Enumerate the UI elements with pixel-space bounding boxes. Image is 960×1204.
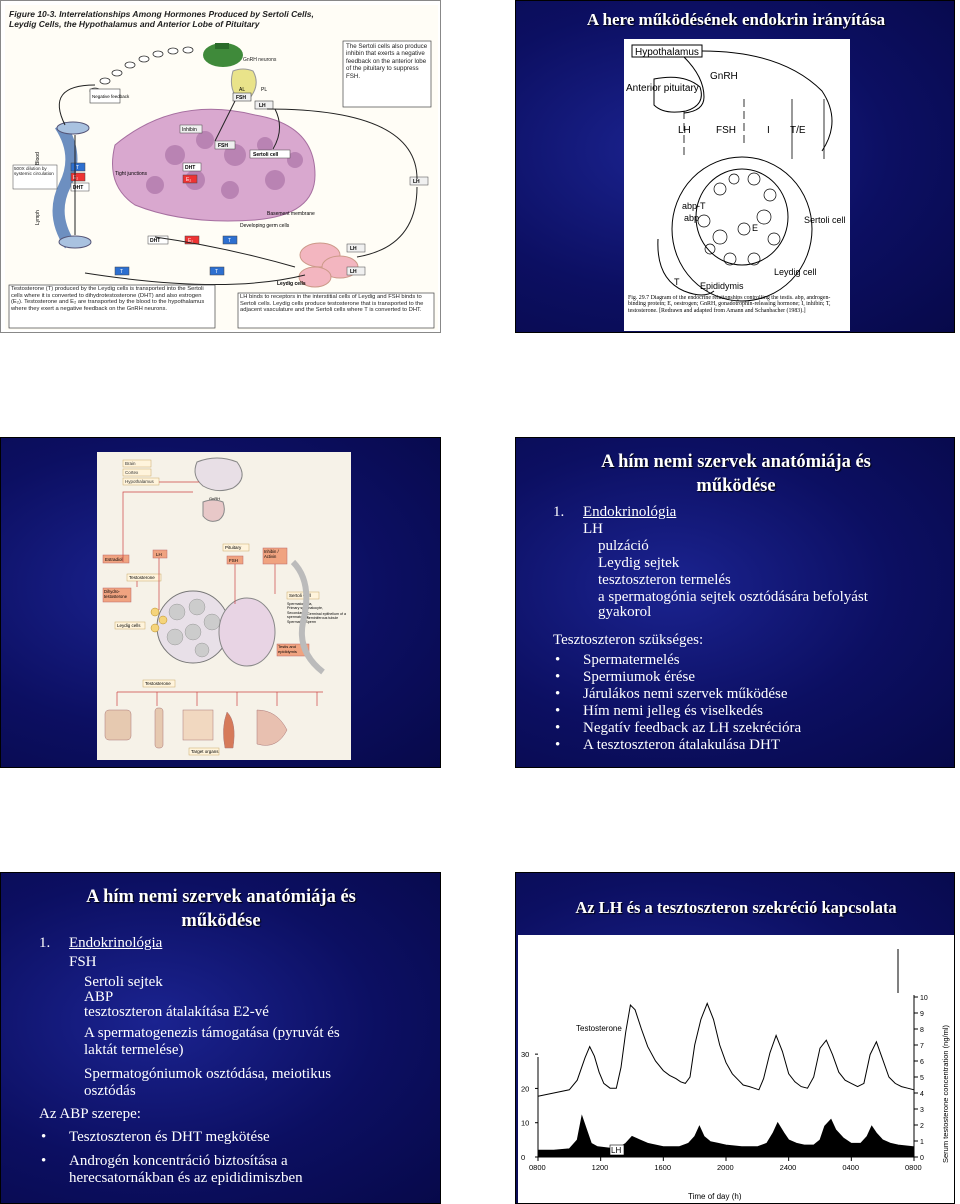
testosterone-annotation: Testosterone [576,1024,622,1033]
slide-3[interactable] [0,437,441,768]
svg-text:AL: AL [239,87,246,93]
x-axis-label: Time of day (h) [688,1192,742,1201]
hypothalamus-label: Hypothalamus [635,47,699,58]
svg-text:T: T [674,277,680,287]
svg-text:Blood: Blood [35,152,41,165]
slide-4[interactable]: A hím nemi szervek anatómiája és működése 1. Endokrinológia LH pulzáció Leydig sejtek tesztoszteron termelés a spermatogónia sejtek osztódására befolyást gyakorol Tesztoszteron szükséges: • Spermatermelés • Spermiumok érése • Járulákos nemi szervek működése • Hím nemi jelleg és viselkedés • Negatív feedback az LH szekrécióra • A tesztoszteron átalakulása DHT [515,437,955,768]
svg-text:FSH: FSH [218,143,228,149]
svg-text:Estradiol: Estradiol [105,557,123,562]
neuron-chain [90,47,193,94]
svg-text:Brain: Brain [125,461,136,466]
slide-5-title: A hím nemi szervek anatómiája és működése [86,887,356,931]
svg-text:Hypothalamus: Hypothalamus [125,479,154,484]
y-right-tick-label: 8 [920,1027,924,1034]
gnrh-neurons-label: GnRH neurons [243,57,277,63]
figure-caption: Fig. 29.7 Diagram of the endocrine relationships controlling the testis. abp, androgen-binding protein; E, oestrogen; GnRH, gonadotrophin-releasing hormone; I, inhibin; T, testosterone. [Redrawn and adapted from Amann and Schanbacher (1983).] [628,295,831,314]
svg-text:FSH: FSH [236,95,246,101]
slide-4-bullet: • Spermatermelés [583,652,680,669]
slide-5[interactable]: A hím nemi szervek anatómiája és működése 1. Endokrinológia FSH Sertoli sejtek ABP tesztoszteron átalakítása E2-vé A spermatogenezis támogatása (pyruvát és laktát termelése) Spermatogóniumok osztódása, meiotikus osztódás Az ABP szerepe: • Tesztoszteron és DHT megkötése • Androgén koncentráció biztosítása a herecsatornákban és az epididimiszben [0,872,441,1204]
y-right-tick-label: 2 [920,1123,924,1130]
y-right-tick-label: 7 [920,1043,924,1050]
svg-text:T: T [228,238,232,244]
figure-title-line-1: Figure 10-3. Interrelationships Among Hormones Produced by Sertoli Cells, [9,9,314,19]
svg-text:Cortex: Cortex [125,470,139,475]
svg-text:GnRH: GnRH [710,71,738,82]
svg-text:E₂: E₂ [188,238,194,244]
gnrh-neurons-icon [203,43,243,67]
svg-text:LH: LH [350,246,357,252]
slide-2[interactable] [515,0,955,333]
lh-annotation: LH [611,1146,622,1155]
svg-text:Tight junctions: Tight junctions [115,171,148,177]
hormonal-axis-diagram: Brain Cortex Hypothalamus GnRH Pituitary Estradiol LH FSH Inhibin / Activin Testosterone Dihydro-testosterone Leydig cells Sertoli Cell Spermatogonia, Primary spermatocyte, Secondary spermatocyte, Spermatid, Sperm Germinal epithelium of a seminiferous tubule Testis and epididymis Testosterone Target organs [97,452,351,760]
svg-text:DHT: DHT [185,165,196,171]
slide-6[interactable] [515,872,955,1204]
slide-4-bullet: • Negatív feedback az LH szekrécióra [583,720,801,737]
x-tick-label: 0800 [905,1163,922,1172]
slide-5-heading: Endokrinológia [69,935,163,951]
svg-text:Sertoli cell: Sertoli cell [804,215,846,225]
svg-text:FSH: FSH [716,125,736,136]
svg-text:E₂: E₂ [186,177,192,183]
svg-text:Anterior pituitary: Anterior pituitary [626,83,699,94]
note-top: The Sertoli cells also produce inhibin that exerts a negative feedback on the anterior lobe of the pituitary to suppress FSH. [346,43,428,80]
slide-5-bullet-cont: herecsatornákban és az epididimiszben [69,1170,303,1186]
svg-text:Basement membrane: Basement membrane [267,211,315,217]
x-tick-label: 2000 [717,1163,734,1172]
svg-text:T: T [76,165,80,171]
slide-5-bullet: • Tesztoszteron és DHT megkötése [69,1129,270,1146]
svg-text:Developing germ cells: Developing germ cells [240,223,290,229]
svg-text:Target organs: Target organs [191,749,219,754]
x-tick-label: 1200 [591,1163,609,1172]
slide-4-section: Tesztoszteron szükséges: [553,632,704,648]
y-right-tick-label: 3 [920,1107,924,1114]
svg-text:LH: LH [350,269,357,275]
y-right-tick-label: 5 [920,1075,924,1082]
svg-text:E: E [752,223,759,233]
y-right-tick-label: 1 [920,1139,924,1146]
y-axis-right-label: Serum testosterone concentration (ng/ml) [941,1025,950,1163]
svg-text:Negative feedback: Negative feedback [92,94,130,99]
slide-4-bullet: • Spermiumok érése [583,669,695,686]
slide-1[interactable] [0,0,441,333]
svg-text:LH: LH [413,179,420,185]
slide-5-section: Az ABP szerepe: [39,1106,141,1122]
svg-text:Sertoli Cell: Sertoli Cell [289,593,311,598]
x-tick-label: 0400 [842,1163,860,1172]
slide-5-bullet: • Androgén koncentráció biztosítása a [69,1153,288,1170]
svg-text:GnRH: GnRH [209,496,221,501]
y-left-tick-label: 30 [521,1050,530,1060]
slide-6-title: Az LH és a tesztoszteron szekréció kapcsolata [575,898,897,917]
x-tick-label: 0800 [529,1163,546,1172]
svg-text:LH: LH [678,125,691,136]
y-right-tick-label: 9 [920,1011,924,1018]
blood-vessel [59,125,72,245]
testis-control-diagram [624,39,850,331]
slide-4-bullet: • Járulákos nemi szervek működése [583,686,788,703]
figure-title-line-2: Leydig Cells, the Hypothalamus and Anterior Lobe of Pituitary [9,19,260,29]
target-organs-icons [105,708,287,748]
svg-text:LH: LH [156,552,162,557]
svg-text:Leydig cells: Leydig cells [277,281,306,287]
svg-text:Sertoli cell: Sertoli cell [253,152,279,158]
x-tick-label: 1600 [654,1163,672,1172]
slide-2-title: A here működésének endokrin irányítása [586,10,886,29]
slide-4-bullet: • Hím nemi jelleg és viselkedés [583,703,763,720]
svg-text:Testosterone: Testosterone [129,575,155,580]
svg-text:abp-T: abp-T [682,201,706,211]
sertoli-leydig-diagram: Figure 10-3. Interrelationships Among Hormones Produced by Sertoli Cells, Leydig Cells, the Hypothalamus and Anterior Lobe of Pituitary GnRH neurons FSH LH AL PL Negative feedback The Sertoli cells also produce inhibin that exerts a negative feedback on the anterior lobe of the pituitary to suppress FSH. Sertoli cell Inhibin FSH DHT E₂ Tight junctions Basement membrane Developing germ cells LH LH Leydig cells Blood Lymph T E₂ DHT 500X dilution by systemic circulation DHT E₂ T T T LH Testosterone (T) produced by the Leydig cells is transported into the Sertoli cells where it is converted to dihydrotestosterone (DHT) and also estrogen (E₂). Testosterone and E₂ are transported by the blood to the hypothalamus where they exert a negative feedback on the GnRH neurons. LH binds to receptors in the interstitial cells of Leydig and FSH binds to Sertoli cells. Leydig cells produce testosterone that is transported to the adjacent vasculature and the Sertoli cells where T is converted to DHT. [5,5,438,330]
y-right-tick-label: 10 [920,995,928,1002]
svg-text:T/E: T/E [790,125,806,136]
y-right-tick-label: 0 [920,1155,924,1162]
svg-text:Leydig cells: Leydig cells [117,623,141,628]
y-left-tick-label: 0 [521,1153,526,1162]
y-left-tick-label: 20 [521,1084,530,1094]
svg-text:T: T [215,269,219,275]
seminiferous-tubule [113,109,316,221]
note-bottom-right: LH binds to receptors in the interstitial cells of Leydig and FSH binds to Sertoli cells. Leydig cells produce testosterone that is transported to the adjacent vasculature and the Sertoli cells where T is converted to DHT. [240,294,424,314]
svg-text:Epididymis: Epididymis [700,281,744,291]
lh-testosterone-chart [518,935,954,1203]
y-right-tick-label: 6 [920,1059,924,1066]
svg-text:E₂: E₂ [73,175,79,181]
svg-text:abp: abp [684,213,700,223]
svg-text:T: T [120,269,124,275]
svg-text:Testosterone: Testosterone [145,681,171,686]
svg-text:PL: PL [261,87,268,93]
lh-series [538,1116,914,1157]
slide-4-bullet: • A tesztoszteron átalakulása DHT [583,737,780,754]
svg-text:Lymph: Lymph [35,210,41,225]
svg-text:LH: LH [259,103,266,109]
svg-text:DHT: DHT [150,238,161,244]
svg-text:Pituitary: Pituitary [225,545,242,550]
y-left-tick-label: 10 [521,1118,530,1128]
svg-text:DHT: DHT [73,185,84,191]
svg-text:Leydig cell: Leydig cell [774,267,817,277]
svg-text:FSH: FSH [229,558,238,563]
y-right-tick-label: 4 [920,1091,924,1098]
testosterone-series [538,1003,914,1096]
slide-4-heading: Endokrinológia [583,504,677,520]
svg-text:Inhibin: Inhibin [182,127,197,133]
svg-text:I: I [767,125,770,136]
x-tick-label: 2400 [779,1163,797,1172]
note-bottom-left: Testosterone (T) produced by the Leydig cells is transported into the Sertoli cells where it is converted to dihydrotestosterone (DHT) and also estrogen (E₂). Testosterone and E₂ are transported by the blood to the hypothalamus where they exert a negative feedback on the GnRH neurons. [11,286,205,312]
slide-4-title: A hím nemi szervek anatómiája és működése [601,452,871,496]
